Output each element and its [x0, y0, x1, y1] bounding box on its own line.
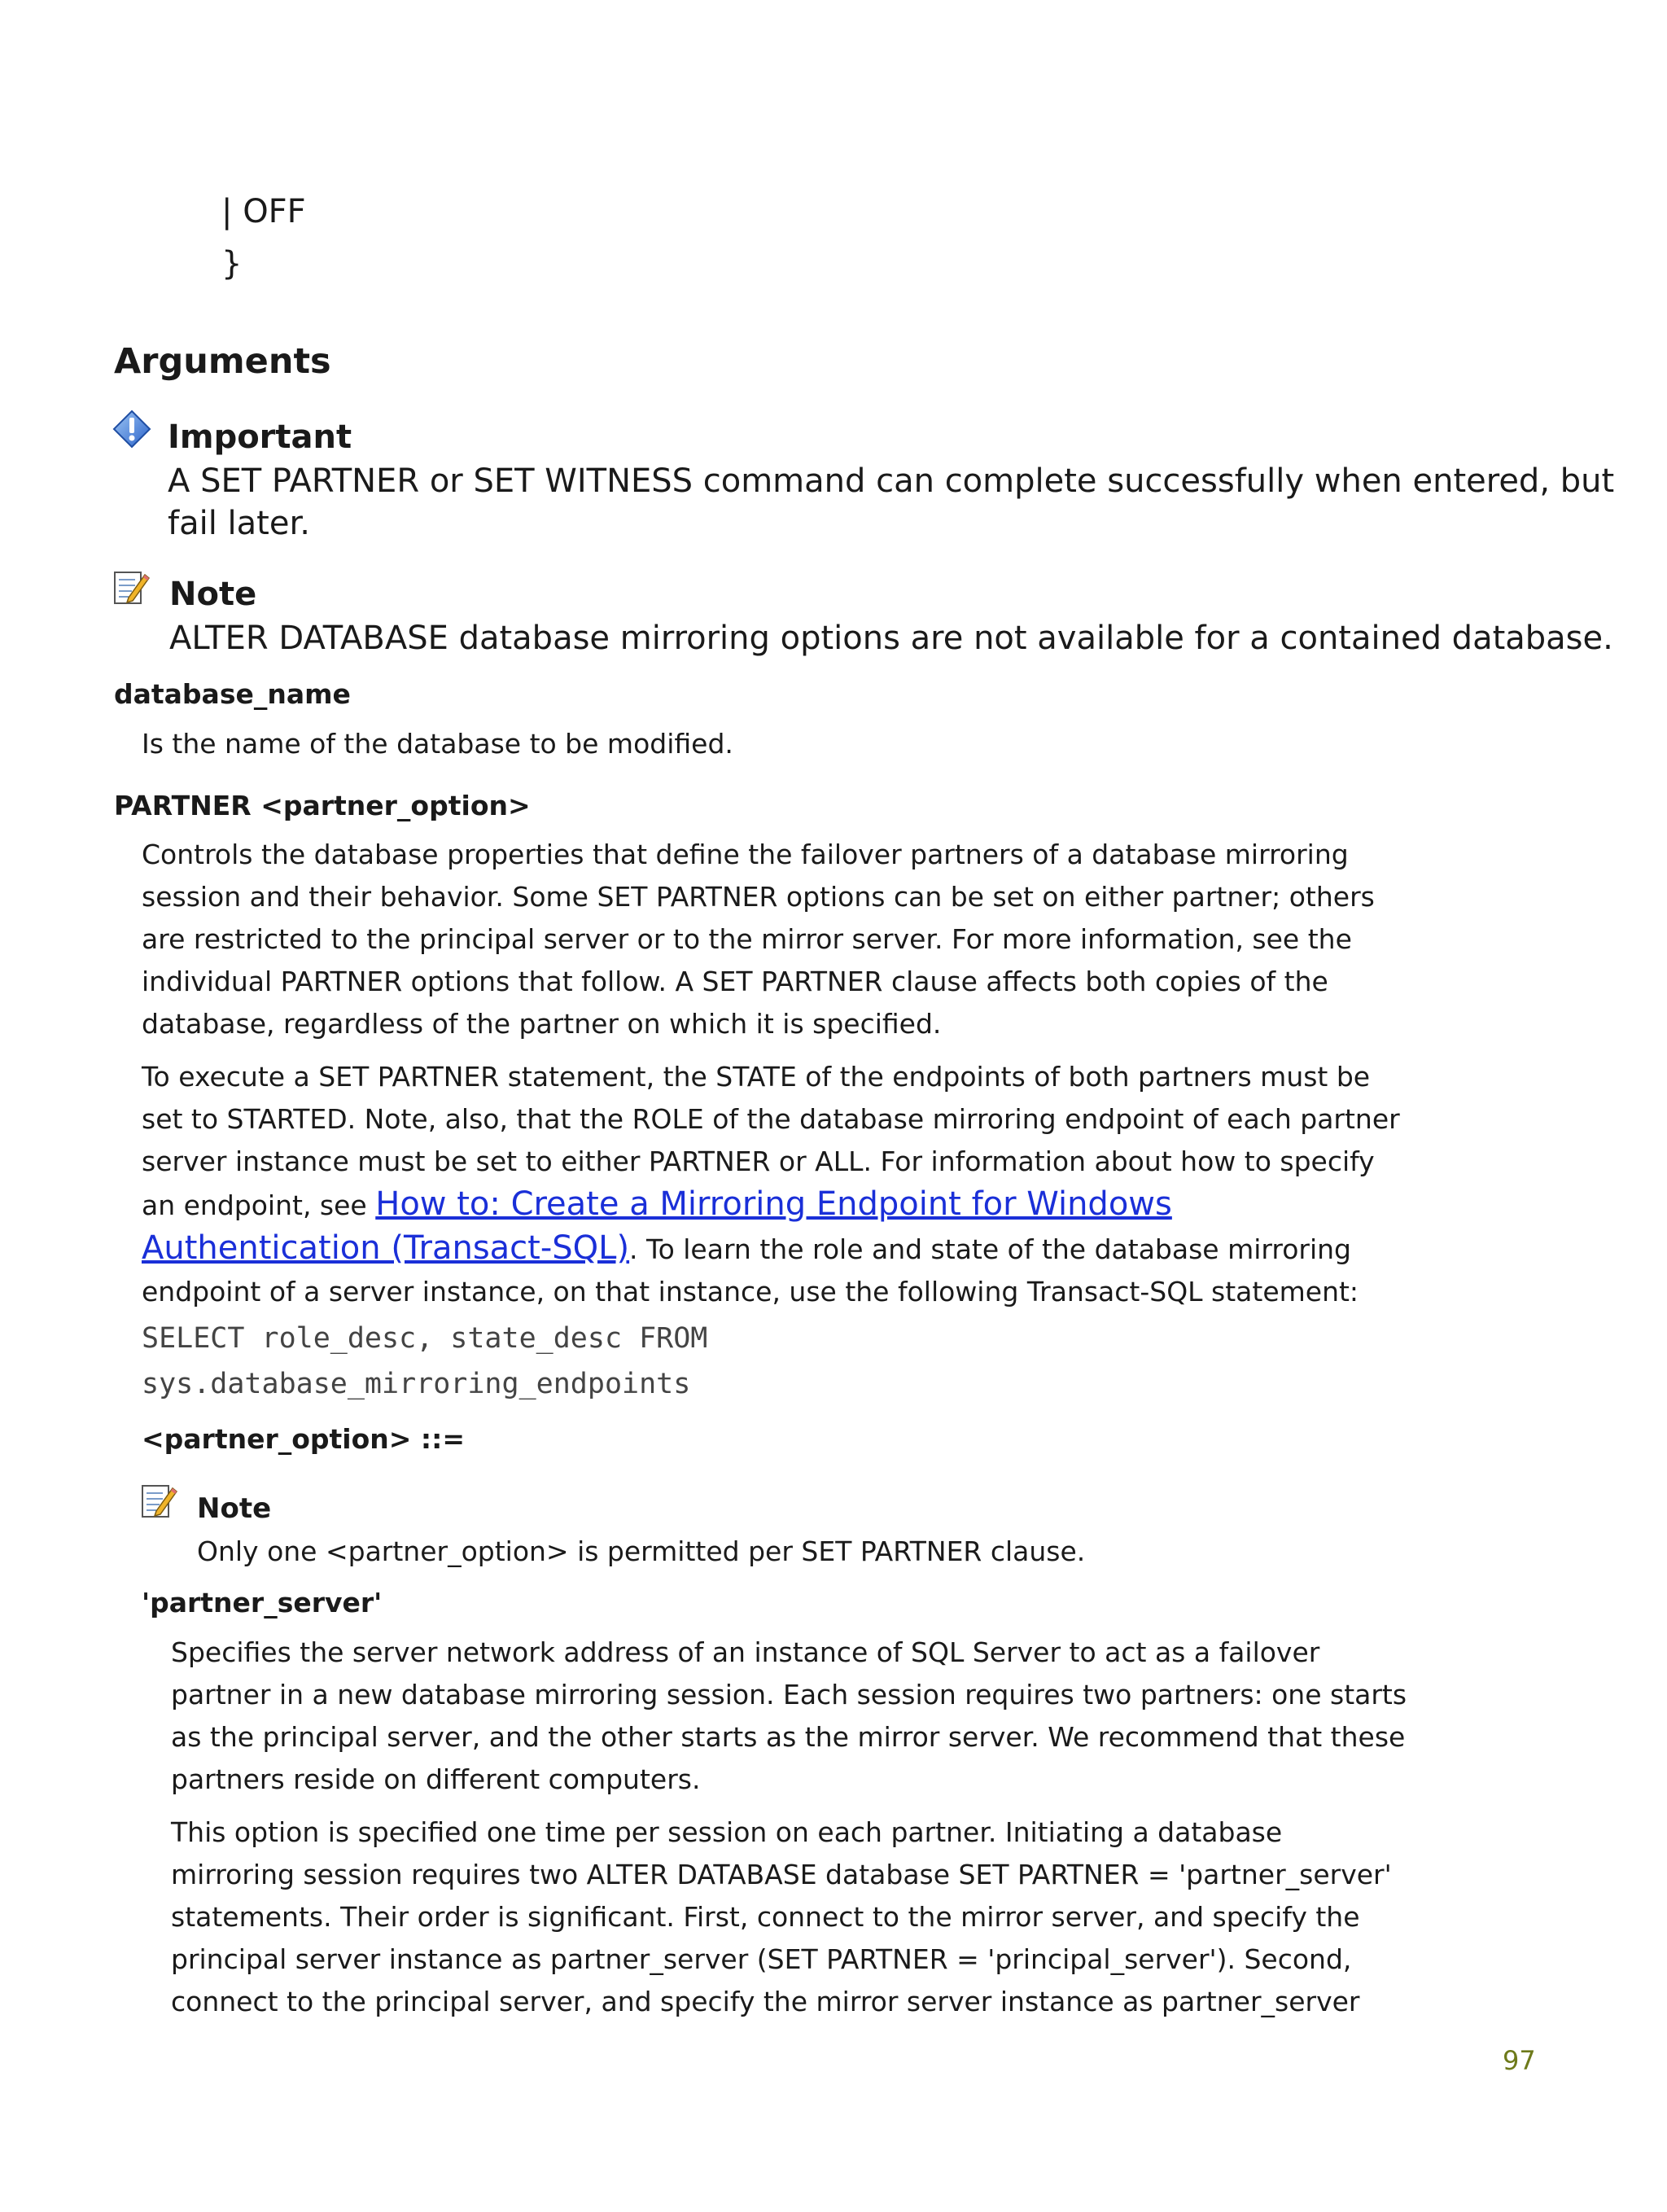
mirroring-endpoint-link[interactable]: How to: Create a Mirroring Endpoint for Windows [375, 1185, 1172, 1223]
text-line: endpoint of a server instance, on that instance, use the following Transact-SQL statement: [142, 1276, 1359, 1307]
note-title: Note [169, 576, 257, 613]
text-line: This option is specified one time per session on each partner. Initiating a database [171, 1816, 1283, 1848]
code-block [142, 1316, 707, 1407]
note-text: ALTER DATABASE database mirroring options are not available for a contained database. [169, 620, 1613, 657]
important-title: Important [168, 418, 352, 456]
code-line: sys.database_mirroring_endpoints [142, 1368, 691, 1400]
term-partner: PARTNER <partner_option> [114, 790, 531, 821]
text-line [142, 1183, 1400, 1227]
text-line: Controls the database properties that define the failover partners of a database mirroring [142, 839, 1349, 870]
text-line: mirroring session requires two ALTER DATABASE database SET PARTNER = 'partner_server' [171, 1859, 1392, 1890]
arguments-heading: Arguments [114, 341, 331, 382]
note-text: Only one <partner_option> is permitted per SET PARTNER clause. [197, 1535, 1086, 1567]
text-line: session and their behavior. Some SET PARTNER options can be set on either partner; others [142, 881, 1375, 913]
mirroring-endpoint-link-continued[interactable]: Authentication (Transact-SQL) [142, 1229, 630, 1267]
page-number: 97 [1503, 2045, 1536, 2076]
note-title: Note [197, 1492, 272, 1525]
text-line: server instance must be set to either PARTNER or ALL. For information about how to specify [142, 1145, 1375, 1177]
important-text-line: A SET PARTNER or SET WITNESS command can complete successfully when entered, but [168, 462, 1615, 500]
text-line: are restricted to the principal server or to the mirror server. For more information, see the [142, 923, 1352, 955]
text-line: principal server instance as partner_server (SET PARTNER = 'principal_server'). Second, [171, 1943, 1352, 1975]
text-line: database, regardless of the partner on which it is specified. [142, 1008, 942, 1040]
note-icon [112, 568, 150, 606]
partner-paragraph-1 [142, 834, 1375, 1045]
partner-server-paragraph-1 [171, 1632, 1407, 1801]
text-fragment: . To learn the role and state of the database mirroring [629, 1233, 1352, 1265]
syntax-line: } [221, 245, 243, 283]
text-line: as the principal server, and the other starts as the mirror server. We recommend that these [171, 1721, 1406, 1753]
partner-server-paragraph-2 [171, 1811, 1392, 2023]
syntax-line: | OFF [221, 193, 306, 230]
important-text-line: fail later. [168, 505, 310, 542]
text-line: partner in a new database mirroring session. Each session requires two partners: one starts [171, 1679, 1407, 1710]
text-line: partners reside on different computers. [171, 1763, 701, 1795]
term-partner-option: <partner_option> ::= [142, 1423, 465, 1455]
text-line: Specifies the server network address of an instance of SQL Server to act as a failover [171, 1636, 1320, 1668]
text-line [142, 1227, 1400, 1271]
text-line: connect to the principal server, and specify the mirror server instance as partner_server [171, 1986, 1360, 2017]
text-line: To execute a SET PARTNER statement, the STATE of the endpoints of both partners must be [142, 1061, 1371, 1093]
note-icon [140, 1482, 177, 1519]
partner-paragraph-2 [142, 1056, 1400, 1313]
important-text [168, 460, 1614, 545]
term-database-name: database_name [114, 678, 351, 710]
text-line: set to STARTED. Note, also, that the ROLE of the database mirroring endpoint of each partner [142, 1103, 1400, 1135]
database-name-desc: Is the name of the database to be modified. [142, 728, 733, 760]
important-icon [112, 410, 151, 449]
code-line: SELECT role_desc, state_desc FROM [142, 1322, 708, 1355]
text-line: statements. Their order is significant. First, connect to the mirror server, and specify the [171, 1901, 1360, 1933]
text-fragment: an endpoint, see [142, 1189, 376, 1221]
term-partner-server: 'partner_server' [142, 1587, 383, 1618]
text-line: individual PARTNER options that follow. A SET PARTNER clause affects both copies of the [142, 966, 1328, 997]
